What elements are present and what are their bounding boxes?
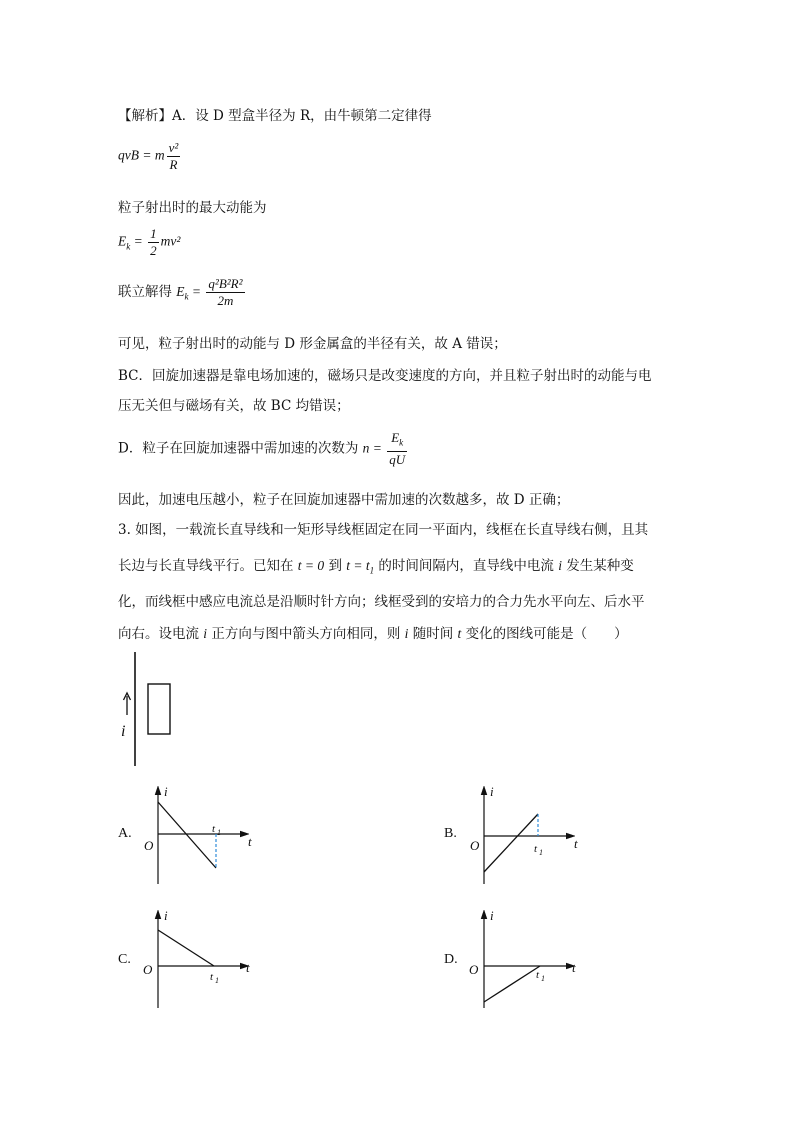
q3-line-4: 向右。设电流 i 正方向与图中箭头方向相同，则 i 随时间 t 变化的图线可能是（ ） — [118, 626, 628, 642]
d-eq-fraction — [387, 430, 407, 468]
svg-text:t: t — [246, 960, 250, 975]
option-c-label[interactable]: C. — [118, 952, 131, 967]
svg-text:t: t — [210, 971, 214, 983]
combine-text: 联立解得 — [118, 284, 177, 300]
eq2-rhs: mv² — [160, 233, 181, 249]
d-conclusion: 因此，加速电压越小，粒子在回旋加速器中需加速的次数越多，故 D 正确； — [118, 492, 570, 508]
svg-text:O: O — [143, 962, 153, 977]
svg-text:t: t — [536, 969, 540, 981]
option-b-label[interactable]: B. — [444, 826, 457, 841]
d-text: D．粒子在回旋加速器中需加速的次数为 — [118, 440, 363, 457]
eq3-denominator: 2m — [217, 293, 234, 308]
option-d-curve — [484, 966, 540, 1002]
d-eq-numerator: $E_k$ — [387, 430, 407, 452]
d-eq-denominator: qU — [389, 451, 406, 467]
svg-text:i: i — [164, 908, 168, 923]
eq2-lhs: E — [118, 233, 127, 249]
eq3-eq: = — [188, 284, 205, 299]
eq3-lhs: E — [176, 284, 185, 299]
q3-line-1: 3. 如图，一载流长直导线和一矩形导线框固定在同一平面内，线框在长直导线右侧，且其 — [118, 522, 649, 538]
combine-line — [118, 276, 247, 309]
option-c-graph[interactable] — [140, 906, 260, 1012]
svg-text:1: 1 — [217, 828, 221, 837]
d-eq-lhs: n = — [362, 440, 386, 456]
option-a-graph[interactable] — [140, 782, 260, 888]
eq2-eq: = — [130, 233, 147, 249]
option-a-curve — [158, 802, 216, 868]
svg-text:1: 1 — [541, 974, 545, 983]
conclusion-a: 可见，粒子射出时的动能与 D 形金属盒的半径有关，故 A 错误； — [118, 336, 507, 352]
kinetic-intro: 粒子射出时的最大动能为 — [118, 200, 267, 216]
eq2-numerator: 1 — [150, 226, 157, 241]
wire-loop-figure — [110, 652, 190, 770]
svg-text:O: O — [144, 838, 154, 853]
eq1-numerator: v² — [168, 140, 179, 155]
svg-text:O: O — [470, 838, 480, 853]
analysis-header: 【解析】A．设 D 型盒半径为 R，由牛顿第二定律得 — [118, 108, 432, 124]
equation-kinetic — [118, 226, 180, 259]
option-c-curve — [158, 930, 214, 966]
eq2-fraction — [148, 226, 159, 259]
q3-line-2: 长边与长直导线平行。已知在 t = 0 到 $t = t_1$ 的时间间隔内，直导线中电流 i 发生某种变 — [118, 558, 634, 576]
eq1-fraction — [167, 140, 181, 173]
svg-text:t: t — [534, 843, 538, 855]
svg-text:t: t — [574, 836, 578, 851]
eq1-lhs: qvB = m — [118, 147, 165, 163]
eq1-denominator: R — [169, 157, 178, 172]
svg-text:i: i — [490, 908, 494, 923]
d-line — [118, 430, 409, 468]
bc-line-2: 压无关但与磁场有关，故 BC 均错误； — [118, 398, 350, 414]
svg-text:t: t — [248, 834, 252, 849]
eq3-sub: k — [184, 291, 189, 302]
eq2-sub: k — [126, 241, 131, 252]
option-d-label[interactable]: D. — [444, 952, 458, 967]
svg-text:1: 1 — [215, 976, 219, 985]
q3-line-3: 化，而线框中感应电流总是沿顺时针方向；线框受到的安培力的合力先水平向左、后水平 — [118, 594, 645, 610]
svg-text:O: O — [469, 962, 479, 977]
option-d-graph[interactable] — [466, 906, 586, 1012]
figure-current-label: i — [121, 723, 126, 740]
equation-newton — [118, 140, 182, 173]
svg-text:i: i — [490, 784, 494, 799]
option-a-label[interactable]: A. — [118, 826, 132, 841]
option-b-curve — [484, 814, 538, 872]
svg-text:1: 1 — [539, 848, 543, 857]
eq2-denominator: 2 — [150, 243, 157, 258]
svg-text:t: t — [212, 823, 216, 835]
svg-text:i: i — [164, 784, 168, 799]
option-b-graph[interactable] — [466, 782, 586, 888]
svg-text:t: t — [572, 960, 576, 975]
bc-line-1: BC．回旋加速器是靠电场加速的，磁场只是改变速度的方向，并且粒子射出时的动能与电 — [118, 368, 652, 384]
eq3-numerator: q²B²R² — [208, 276, 243, 291]
eq3-fraction — [206, 276, 244, 309]
